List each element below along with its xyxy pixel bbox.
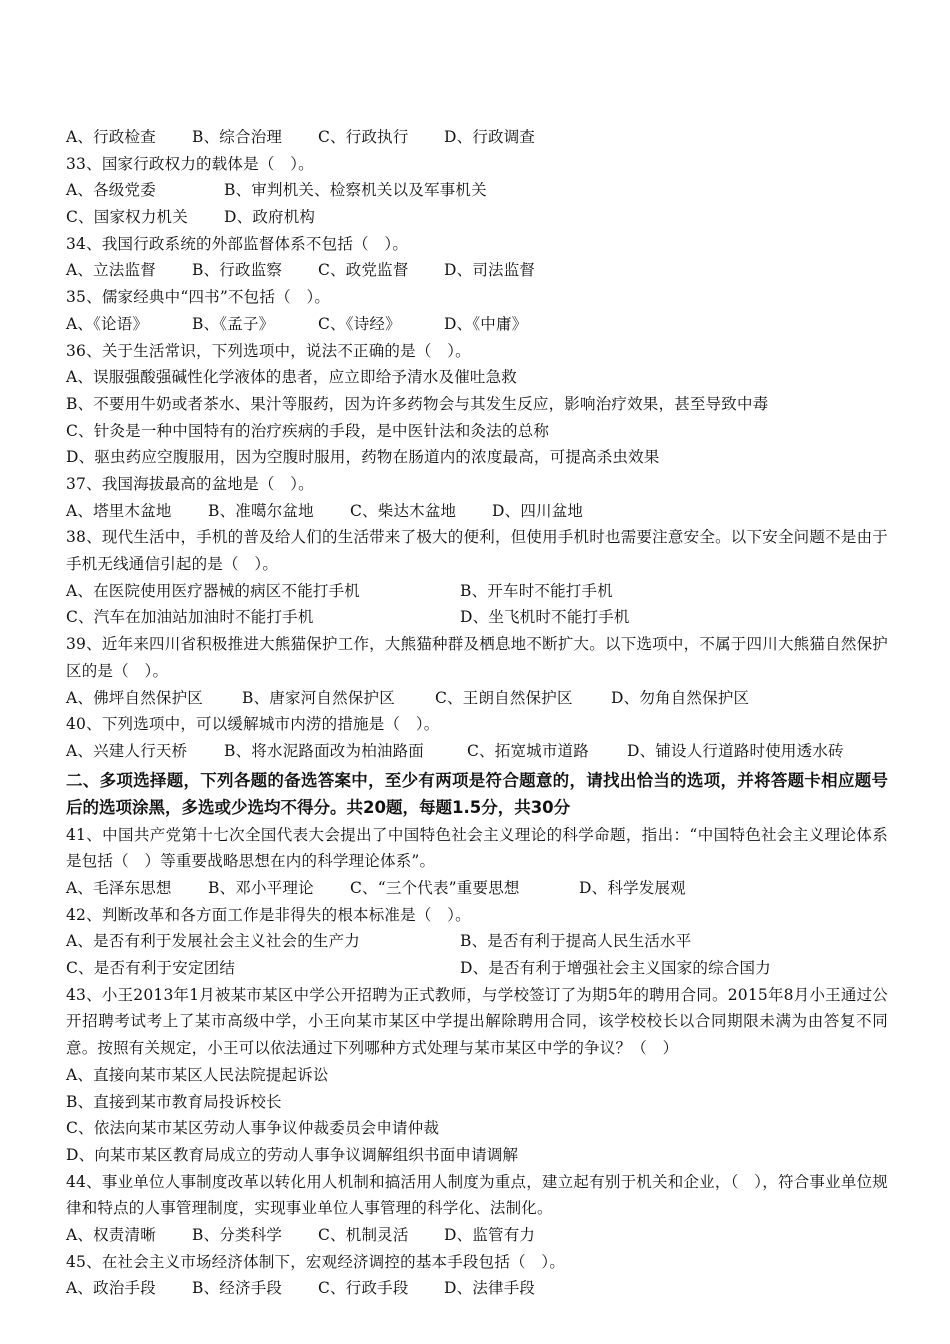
option-b: B、唐家河自然保护区 bbox=[242, 688, 395, 707]
option-c: C、拓宽城市道路 bbox=[467, 741, 589, 760]
option-a: A、佛坪自然保护区 bbox=[66, 688, 203, 707]
option-b: B、将水泥路面改为柏油路面 bbox=[224, 741, 424, 760]
option-d: D、司法监督 bbox=[444, 261, 536, 280]
exam-page bbox=[66, 124, 888, 1302]
question-37-stem: 37、我国海拔最高的盆地是（ ）。 bbox=[66, 474, 314, 493]
option-a: A、在医院使用医疗器械的病区不能打手机 bbox=[66, 581, 360, 600]
option-a: A、兴建人行天桥 bbox=[66, 741, 188, 760]
question-40-options bbox=[66, 738, 888, 765]
question-34-options bbox=[66, 257, 888, 284]
question-40-stem: 40、下列选项中，可以缓解城市内涝的措施是（ ）。 bbox=[66, 715, 440, 734]
question-42-options-row2 bbox=[66, 955, 888, 982]
question-37-options bbox=[66, 498, 888, 525]
option-c: C、王朗自然保护区 bbox=[435, 688, 573, 707]
option-d: D、四川盆地 bbox=[492, 501, 584, 520]
question-35-options bbox=[66, 311, 888, 338]
option-d: D、行政调查 bbox=[444, 128, 536, 146]
option-d: D、坐飞机时不能打手机 bbox=[460, 608, 630, 627]
option-b: B、是否有利于提高人民生活水平 bbox=[460, 932, 692, 951]
question-42-stem: 42、判断改革和各方面工作是非得失的根本标准是（ ）。 bbox=[66, 905, 471, 924]
question-36-stem: 36、关于生活常识，下列选项中，说法不正确的是（ ）。 bbox=[66, 341, 471, 360]
question-35-stem: 35、儒家经典中“四书”不包括（ ）。 bbox=[66, 288, 331, 307]
option-b: B、经济手段 bbox=[192, 1279, 283, 1298]
option-b: B、不要用牛奶或者茶水、果汁等服药，因为许多药物会与其发生反应，影响治疗效果，甚至导致中毒 bbox=[66, 394, 769, 413]
option-c: C、是否有利于安定团结 bbox=[66, 959, 236, 978]
option-c: C、行政手段 bbox=[318, 1279, 409, 1298]
option-c: C、柴达木盆地 bbox=[350, 501, 457, 520]
option-d: D、铺设人行道路时使用透水砖 bbox=[627, 741, 844, 760]
option-b: B、审判机关、检察机关以及军事机关 bbox=[224, 181, 487, 200]
question-39-stem: 39、近年来四川省积极推进大熊猫保护工作，大熊猫种群及栖息地不断扩大。以下选项中，不属于四川大熊猫自然保护区的是（ ）。 bbox=[66, 635, 888, 680]
option-a: A、权责清晰 bbox=[66, 1225, 156, 1244]
option-b: B、开车时不能打手机 bbox=[460, 581, 613, 600]
section-2-heading: 二、多项选择题，下列各题的备选答案中，至少有两项是符合题意的，请找出恰当的选项，并将答题卡相应题号后的选项涂黑，多选或少选均不得分。共20题，每题1.5分，共30分 bbox=[66, 770, 888, 817]
question-38-stem: 38、现代生活中，手机的普及给人们的生活带来了极大的便利，但使用手机时也需要注意安全。以下安全问题不是由于手机无线通信引起的是（ ）。 bbox=[66, 528, 888, 574]
option-b: B、直接到某市教育局投诉校长 bbox=[66, 1092, 282, 1111]
option-a: A、直接向某市某区人民法院提起诉讼 bbox=[66, 1065, 329, 1084]
option-d: D、勿角自然保护区 bbox=[611, 688, 750, 707]
option-a: A、毛泽东思想 bbox=[66, 878, 172, 897]
question-41-options bbox=[66, 875, 888, 902]
question-45-options bbox=[66, 1275, 888, 1302]
option-a: A、各级党委 bbox=[66, 181, 156, 200]
question-44-stem: 44、事业单位人事制度改革以转化用人机制和搞活用人制度为重点，建立起有别于机关和企业，（ ），符合事业单位规律和特点的人事管理制度，实现事业单位人事管理的科学化、法制化。 bbox=[66, 1172, 888, 1218]
option-d: D、驱虫药应空腹服用，因为空腹时服用，药物在肠道内的浓度最高，可提高杀虫效果 bbox=[66, 448, 660, 467]
option-d: D、政府机构 bbox=[224, 208, 316, 227]
option-d: D、向某市某区教育局成立的劳动人事争议调解组织书面申请调解 bbox=[66, 1145, 519, 1164]
option-c: C、依法向某市某区劳动人事争议仲裁委员会申请仲裁 bbox=[66, 1119, 440, 1138]
question-33-stem: 33、国家行政权力的载体是（ ）。 bbox=[66, 154, 314, 173]
question-34-stem: 34、我国行政系统的外部监督体系不包括（ ）。 bbox=[66, 234, 409, 253]
option-c: C、汽车在加油站加油时不能打手机 bbox=[66, 608, 314, 627]
question-38-options-row2 bbox=[66, 604, 888, 631]
option-a: A、塔里木盆地 bbox=[66, 501, 172, 520]
option-d: D、《中庸》 bbox=[444, 314, 528, 333]
question-41-stem: 41、中国共产党第十七次全国代表大会提出了中国特色社会主义理论的科学命题，指出：“中国特色社会主义理论体系是包括（ ）等重要战略思想在内的科学理论体系”。 bbox=[66, 825, 888, 871]
option-a: A、立法监督 bbox=[66, 261, 156, 280]
option-d: D、科学发展观 bbox=[579, 878, 686, 897]
option-c: C、国家权力机关 bbox=[66, 208, 188, 227]
question-33-options-row2 bbox=[66, 204, 888, 231]
option-a: A、误服强酸强碱性化学液体的患者，应立即给予清水及催吐急救 bbox=[66, 368, 517, 387]
option-d: D、法律手段 bbox=[444, 1279, 536, 1298]
question-33-options-row1 bbox=[66, 177, 888, 204]
option-c: C、机制灵活 bbox=[318, 1225, 409, 1244]
option-b: B、邓小平理论 bbox=[208, 878, 314, 897]
option-a: A、是否有利于发展社会主义社会的生产力 bbox=[66, 932, 360, 951]
question-42-options-row1 bbox=[66, 928, 888, 955]
option-d: D、监管有力 bbox=[444, 1225, 536, 1244]
question-44-options bbox=[66, 1222, 888, 1249]
question-45-stem: 45、在社会主义市场经济体制下，宏观经济调控的基本手段包括（ ）。 bbox=[66, 1252, 566, 1271]
option-c: C、行政执行 bbox=[318, 128, 409, 146]
option-c: C、“三个代表”重要思想 bbox=[350, 878, 520, 897]
option-b: B、综合治理 bbox=[192, 128, 283, 146]
option-b: B、行政监察 bbox=[192, 261, 283, 280]
option-c: C、政党监督 bbox=[318, 261, 409, 280]
option-a: A、《论语》 bbox=[66, 314, 149, 333]
option-b: B、《孟子》 bbox=[192, 314, 275, 333]
prev-question-options bbox=[66, 124, 888, 151]
question-43-stem: 43、小王2013年1月被某市某区中学公开招聘为正式教师，与学校签订了为期5年的聘用合同。2015年8月小王通过公开招聘考试考上了某市高级中学，小王向某市某区中学提出解除聘用合同，该学校校长以合同期限未满为由答复不同意。按照有关规定，小王可以依法通过下列哪种方式处理与某市某区中学的争议？（ ） bbox=[66, 985, 888, 1058]
option-b: B、准噶尔盆地 bbox=[208, 501, 314, 520]
question-39-options bbox=[66, 685, 888, 712]
option-d: D、是否有利于增强社会主义国家的综合国力 bbox=[460, 959, 771, 978]
option-c: C、《诗经》 bbox=[318, 314, 401, 333]
option-a: A、行政检查 bbox=[66, 128, 156, 146]
option-c: C、针灸是一种中国特有的治疗疾病的手段，是中医针法和灸法的总称 bbox=[66, 421, 550, 440]
question-38-options-row1 bbox=[66, 578, 888, 605]
option-b: B、分类科学 bbox=[192, 1225, 283, 1244]
option-a: A、政治手段 bbox=[66, 1279, 156, 1298]
